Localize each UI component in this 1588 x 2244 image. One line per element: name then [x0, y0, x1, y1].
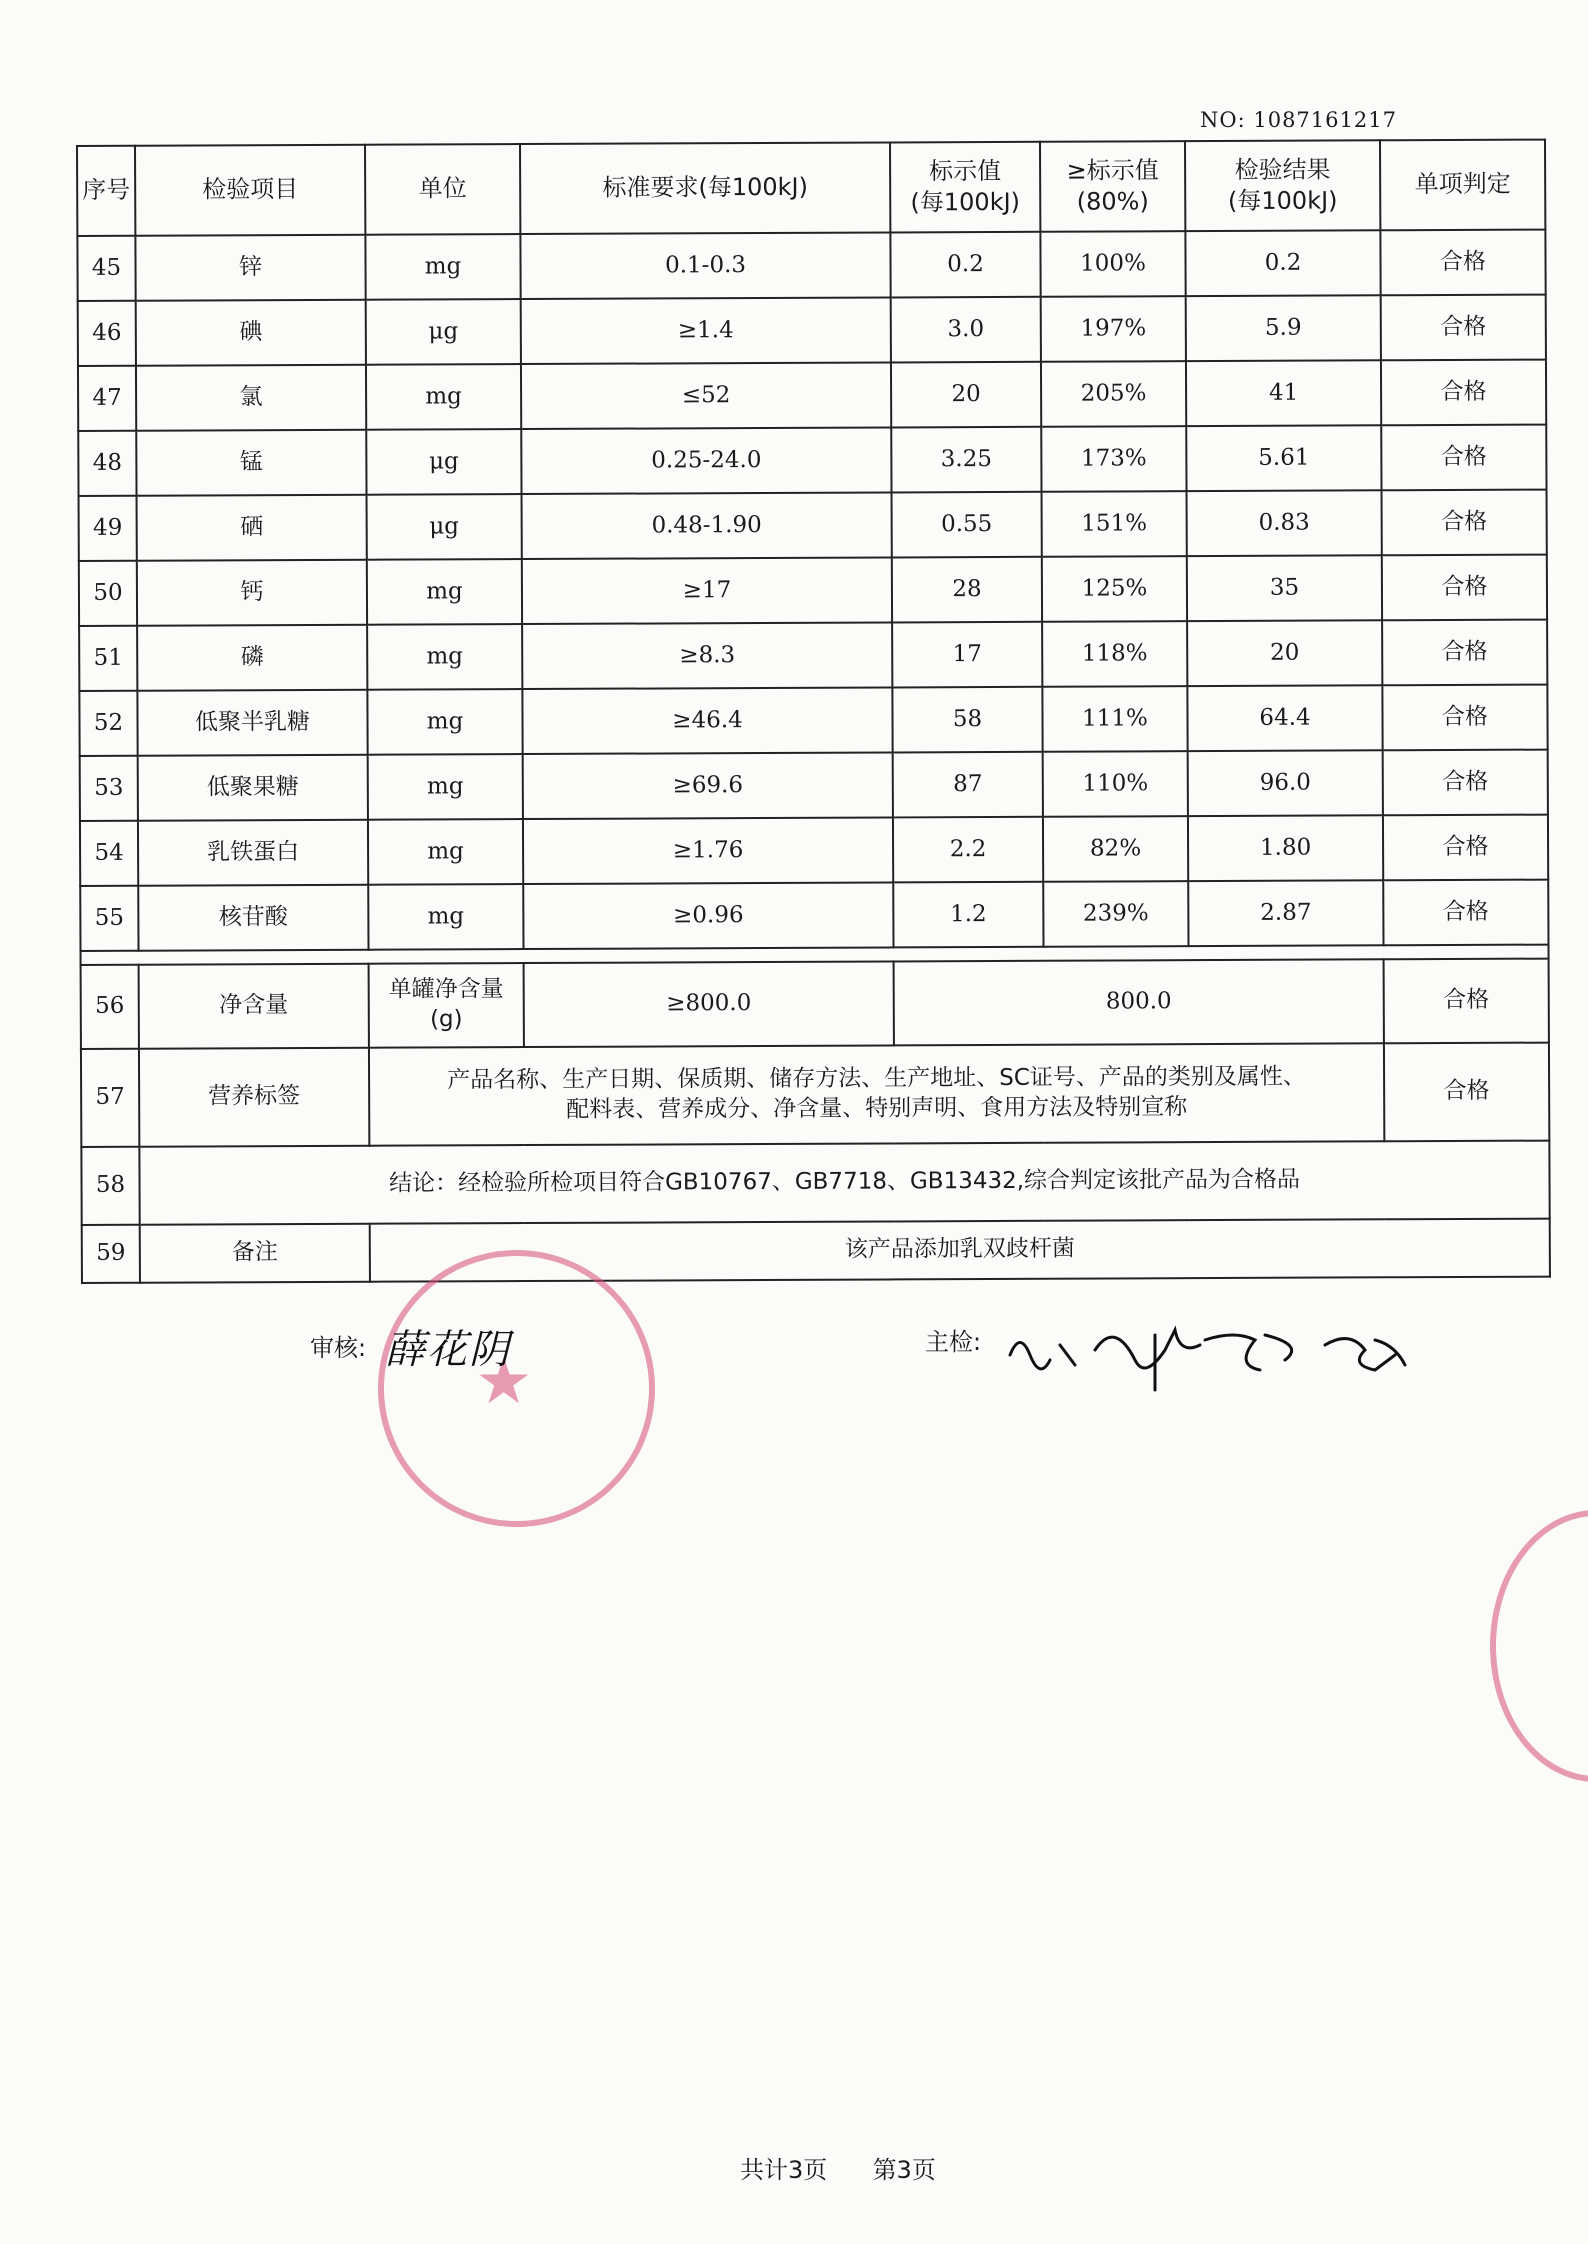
- standard-cell: ≥8.3: [522, 622, 892, 689]
- verdict-cell: 合格: [1382, 620, 1547, 686]
- item-cell: 锰: [136, 430, 366, 496]
- item-cell: 碘: [136, 300, 366, 366]
- item-cell: 核苷酸: [138, 885, 368, 951]
- label-value-cell: 0.2: [890, 232, 1040, 298]
- standard-cell: 0.48-1.90: [522, 492, 892, 559]
- item-cell: 净含量: [139, 964, 369, 1049]
- unit-cell: mg: [367, 689, 522, 755]
- ratio-cell: 111%: [1042, 686, 1187, 752]
- label-value-cell: 20: [891, 362, 1041, 428]
- table-row: [81, 959, 1549, 1049]
- label-value-cell: 58: [892, 687, 1042, 753]
- header-result: 检验结果 (每100kJ): [1185, 140, 1380, 231]
- label-value-cell: 28: [892, 557, 1042, 623]
- ratio-cell: 118%: [1042, 621, 1187, 687]
- inspection-table: [76, 139, 1551, 1284]
- partial-seal-stamp: [1490, 1510, 1588, 1782]
- unit-cell: mg: [365, 234, 520, 300]
- header-standard: 标准要求(每100kJ): [520, 142, 890, 234]
- seq-cell: 58: [81, 1147, 139, 1225]
- seal-star-icon: ★: [475, 1345, 533, 1419]
- header-unit: 单位: [365, 144, 520, 235]
- standard-cell: 0.25-24.0: [521, 427, 891, 494]
- seq-cell: 50: [79, 561, 137, 626]
- result-cell: 5.9: [1186, 295, 1381, 361]
- label-value-cell: 0.55: [892, 492, 1042, 558]
- verdict-cell: 合格: [1384, 959, 1549, 1044]
- verdict-cell: 合格: [1382, 555, 1547, 621]
- seq-cell: 56: [81, 965, 139, 1049]
- remark-cell: 该产品添加乳双歧杆菌: [370, 1219, 1550, 1282]
- item-cell: 低聚半乳糖: [137, 690, 367, 756]
- label-value-cell: 87: [893, 752, 1043, 818]
- seq-cell: 54: [80, 821, 138, 886]
- seq-cell: 49: [79, 496, 137, 561]
- unit-cell: 单罐净含量 (g): [369, 963, 524, 1048]
- table-row: [81, 1141, 1549, 1225]
- table-row: [77, 230, 1545, 301]
- ratio-cell: 100%: [1040, 231, 1185, 297]
- unit-cell: mg: [368, 754, 523, 820]
- unit-cell: mg: [366, 364, 521, 430]
- seq-cell: 51: [79, 626, 137, 691]
- result-cell: 2.87: [1188, 880, 1383, 946]
- inspector-signature: [1005, 1305, 1425, 1405]
- item-cell: 备注: [140, 1224, 370, 1283]
- verdict-cell: 合格: [1384, 1043, 1549, 1142]
- standard-cell: ≥0.96: [523, 882, 893, 949]
- table-row: [78, 425, 1546, 496]
- ratio-cell: 151%: [1042, 491, 1187, 557]
- unit-cell: μg: [367, 494, 522, 560]
- conclusion-cell: 结论：经检验所检项目符合GB10767、GB7718、GB13432,综合判定该批产品为合格品: [139, 1141, 1549, 1225]
- item-cell: 氯: [136, 365, 366, 431]
- item-cell: 锌: [135, 235, 365, 301]
- header-label-value: 标示值 (每100kJ): [890, 142, 1040, 233]
- table-row: [82, 1219, 1550, 1283]
- seq-cell: 55: [80, 886, 138, 951]
- header-verdict: 单项判定: [1380, 140, 1545, 231]
- table-row: [79, 620, 1547, 691]
- table-row: [80, 880, 1548, 951]
- table-header: [77, 140, 1545, 236]
- ratio-cell: 239%: [1043, 881, 1188, 947]
- ratio-cell: 205%: [1041, 361, 1186, 427]
- reviewer-signature: 薛花阴: [385, 1327, 511, 1373]
- standard-cell: ≥1.76: [523, 817, 893, 884]
- item-cell: 低聚果糖: [138, 755, 368, 821]
- item-cell: 硒: [137, 495, 367, 561]
- standard-cell: ≥800.0: [524, 961, 894, 1047]
- unit-cell: μg: [366, 429, 521, 495]
- verdict-cell: 合格: [1381, 360, 1546, 426]
- result-cell: 0.2: [1185, 230, 1380, 296]
- verdict-cell: 合格: [1383, 880, 1548, 946]
- inspector-label: 主检:: [925, 1328, 982, 1356]
- seq-cell: 45: [77, 236, 135, 301]
- result-cell: 5.61: [1186, 425, 1381, 491]
- item-cell: 乳铁蛋白: [138, 820, 368, 886]
- ratio-cell: 197%: [1041, 296, 1186, 362]
- ratio-cell: 173%: [1041, 426, 1186, 492]
- label-content-cell: 产品名称、生产日期、保质期、储存方法、生产地址、SC证号、产品的类别及属性、 配料表、营养成分、净含量、特别声明、食用方法及特别宣称: [369, 1043, 1384, 1145]
- unit-cell: mg: [368, 884, 523, 950]
- unit-cell: mg: [367, 624, 522, 690]
- result-cell: 1.80: [1188, 815, 1383, 881]
- result-cell: 35: [1187, 555, 1382, 621]
- result-cell: 20: [1187, 620, 1382, 686]
- standard-cell: ≥17: [522, 557, 892, 624]
- item-cell: 钙: [137, 560, 367, 626]
- table-row: [78, 360, 1546, 431]
- seq-cell: 53: [80, 756, 138, 821]
- result-cell: 96.0: [1188, 750, 1383, 816]
- header-item: 检验项目: [135, 145, 365, 236]
- seq-cell: 48: [78, 431, 136, 496]
- standard-cell: ≤52: [521, 362, 891, 429]
- header-ratio: ≥标示值 (80%): [1040, 141, 1185, 232]
- seq-cell: 59: [82, 1225, 140, 1283]
- verdict-cell: 合格: [1382, 490, 1547, 556]
- label-value-cell: 2.2: [893, 817, 1043, 883]
- table-row: [79, 490, 1547, 561]
- verdict-cell: 合格: [1383, 750, 1548, 816]
- page-footer: [740, 2150, 936, 2185]
- report-number: NO: 1087161217: [1200, 108, 1397, 132]
- ratio-cell: 125%: [1042, 556, 1187, 622]
- verdict-cell: 合格: [1380, 230, 1545, 296]
- verdict-cell: 合格: [1382, 685, 1547, 751]
- result-cell: 41: [1186, 360, 1381, 426]
- ratio-cell: 82%: [1043, 816, 1188, 882]
- standard-cell: ≥1.4: [521, 297, 891, 364]
- seq-cell: 46: [78, 301, 136, 366]
- unit-cell: mg: [368, 819, 523, 885]
- table-row: [79, 685, 1547, 756]
- result-cell: 64.4: [1187, 685, 1382, 751]
- label-value-cell: 17: [892, 622, 1042, 688]
- table-row: [79, 555, 1547, 626]
- standard-cell: ≥46.4: [522, 687, 892, 754]
- verdict-cell: 合格: [1383, 815, 1548, 881]
- reviewer-label: 审核:: [310, 1334, 367, 1362]
- seq-cell: 57: [81, 1049, 139, 1147]
- ratio-cell: 110%: [1043, 751, 1188, 817]
- standard-cell: 0.1-0.3: [520, 232, 890, 299]
- label-value-cell: 3.0: [891, 297, 1041, 363]
- item-cell: 磷: [137, 625, 367, 691]
- seq-cell: 47: [78, 366, 136, 431]
- verdict-cell: 合格: [1381, 425, 1546, 491]
- label-value-cell: 1.2: [893, 882, 1043, 948]
- seq-cell: 52: [79, 691, 137, 756]
- result-cell: 800.0: [894, 959, 1384, 1045]
- standard-cell: ≥69.6: [523, 752, 893, 819]
- header-seq: 序号: [77, 146, 135, 236]
- table-row: [80, 815, 1548, 886]
- table-row: [81, 1043, 1549, 1147]
- result-cell: 0.83: [1187, 490, 1382, 556]
- table-row: [78, 295, 1546, 366]
- table-row: [80, 750, 1548, 821]
- total-pages: 共计3页: [740, 2156, 828, 2184]
- unit-cell: μg: [366, 299, 521, 365]
- item-cell: 营养标签: [139, 1048, 369, 1147]
- label-value-cell: 3.25: [891, 427, 1041, 493]
- current-page: 第3页: [872, 2156, 936, 2184]
- verdict-cell: 合格: [1381, 295, 1546, 361]
- unit-cell: mg: [367, 559, 522, 625]
